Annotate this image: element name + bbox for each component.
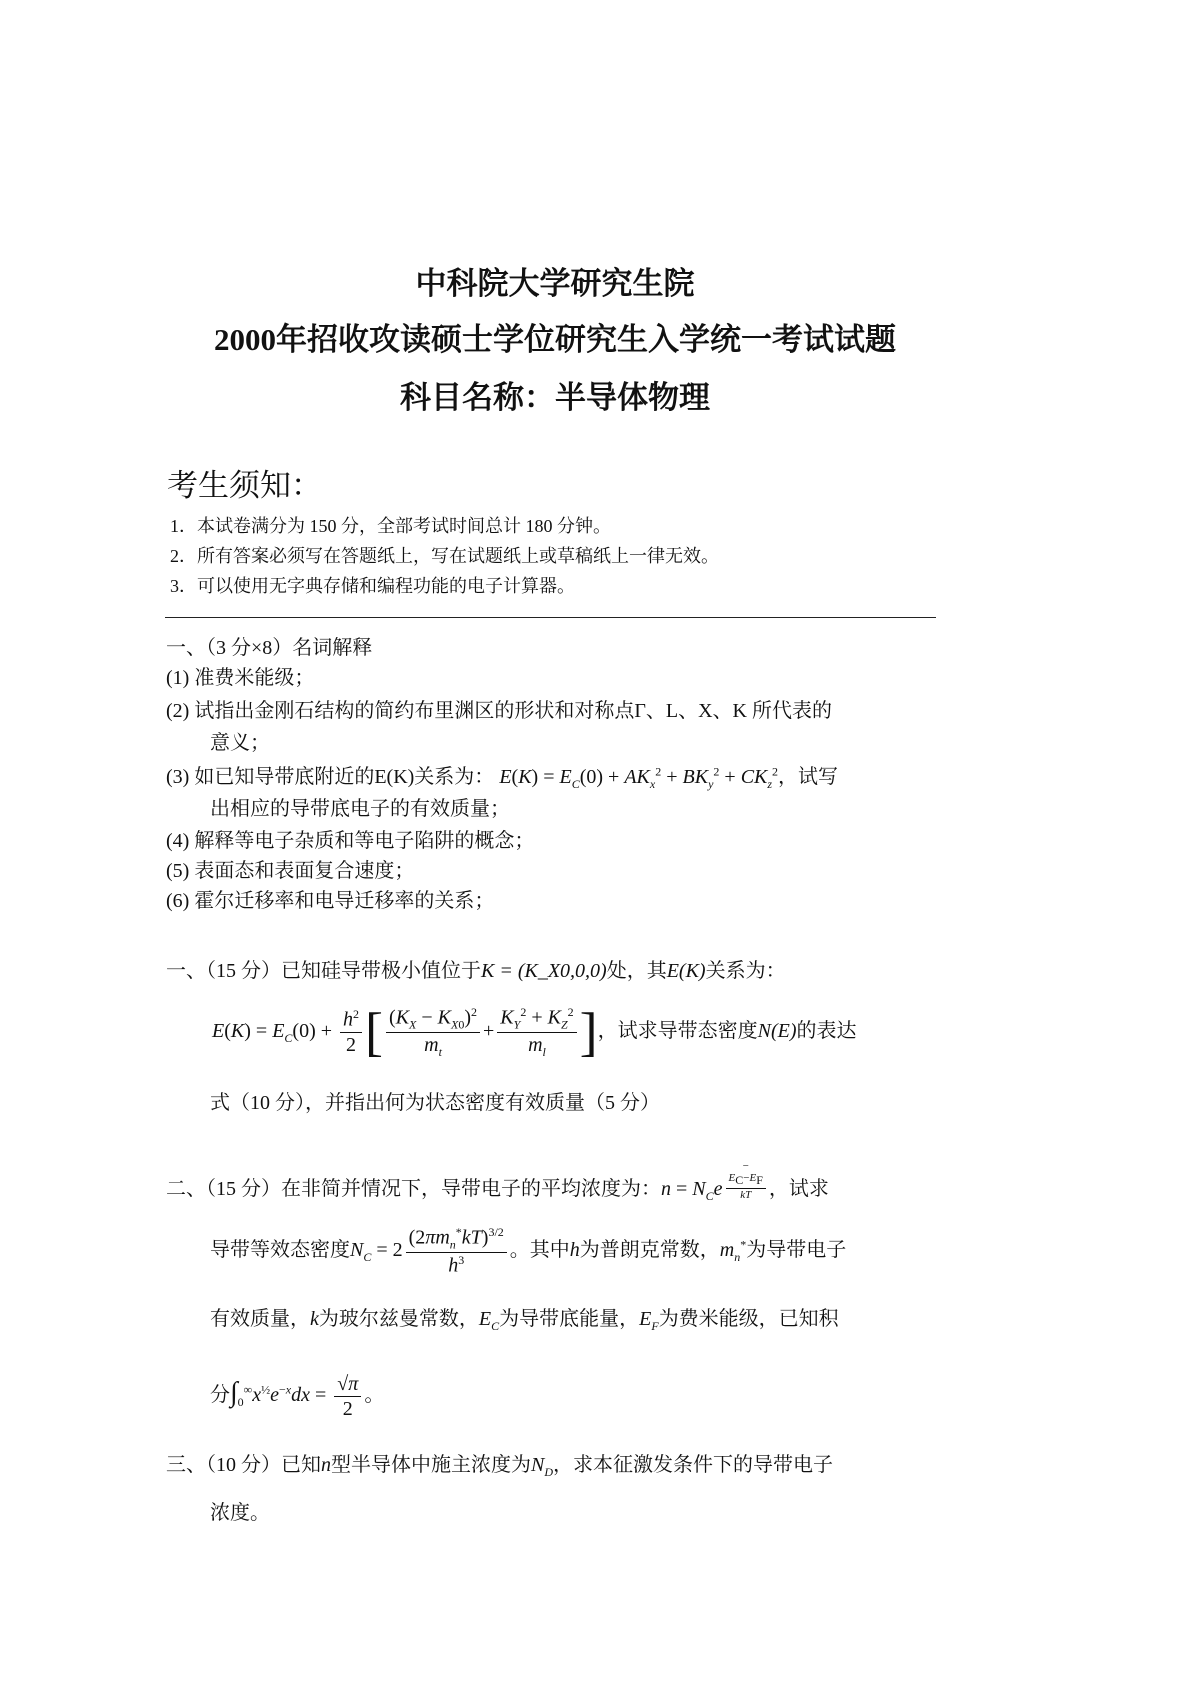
q3-line1: 三、（10 分）已知n型半导体中施主浓度为$N_D$，求本征激发条件下的导带电子	[166, 1454, 834, 1479]
notice-item: 1．本试卷满分为 150 分，全部考试时间总计 180 分钟。	[170, 516, 611, 536]
q1-formula: $E(K) = E_C(0)$ + $\frac{h^2}{2}$ [ $\frac{(K_X - K_{X0})^2}{m_t}$ + $\frac{K_Y^2 + K_Z^2}{m_l}$ ]，试求导带态密度N(E)的表达	[212, 1002, 857, 1063]
exam-title: 2000年招收攻读硕士学位研究生入学统一考试试题	[214, 322, 896, 357]
q2-line4: 分$\int_0^\infty x^{\frac{1}{2}}e^{-x}dx$ = $\frac{√\pi}{2}$ 。	[210, 1373, 385, 1420]
density-of-states-symbol: N(E)	[757, 1019, 797, 1042]
k-minimum-formula: K = (K_X0,0,0)	[481, 960, 607, 982]
institution-title: 中科院大学研究生院	[415, 266, 695, 301]
term-item: (6) 霍尔迁移率和电导迁移率的关系；	[166, 890, 495, 912]
q2-line2: 导带等效态密度$N_C = 2$ $\frac{(2\pi m_n^*kT)^{3/2}}{h^3}$ 。其中h为普朗克常数，$m_n^*$为导带电子	[210, 1225, 847, 1277]
notice-item: 2．所有答案必须写在答题纸上，写在试题纸上或草稿纸上一律无效。	[170, 546, 719, 566]
formula-ek: $E(K) = E_C(0) + AK_x^2 + BK_y^2 + CK_z^2$	[499, 764, 779, 791]
q2-line1: 二、（15 分）在非简并情况下，导带电子的平均浓度为：$n = N_Ce-$ $\frac{E_C-E_F}{kT}$ ，试求	[166, 1160, 829, 1203]
q3-line2: 浓度。	[210, 1502, 270, 1524]
term-item-cont: 意义；	[210, 732, 270, 754]
term-item: (1) 准费米能级；	[166, 667, 315, 689]
term-item: (4) 解释等电子杂质和等电子陷阱的概念；	[166, 830, 535, 852]
subject-title: 科目名称：半导体物理	[400, 380, 710, 415]
term-item: (5) 表面态和表面复合速度；	[166, 860, 415, 882]
notice-heading: 考生须知：	[167, 468, 322, 503]
ek-label: E(K)	[666, 960, 706, 982]
term-item: (3) 如已知导带底附近的E(K)关系为： $E(K) = E_C(0) + AK_x^2 + BK_y^2 + CK_z^2$，试写	[166, 764, 839, 791]
q1-line1: 一、（15 分）已知硅导带极小值位于K = (K_X0,0,0)处，其E(K)关系为：	[166, 960, 786, 982]
divider	[165, 617, 936, 618]
notice-item: 3．可以使用无字典存储和编程功能的电子计算器。	[170, 576, 575, 596]
q2-line3: 有效质量，k为玻尔兹曼常数，$E_C$为导带底能量，$E_F$为费米能级，已知积	[210, 1308, 839, 1333]
term-item-cont: 出相应的导带底电子的有效质量；	[210, 798, 510, 820]
q1-line3: 式（10 分），并指出何为状态密度有效质量（5 分）	[210, 1092, 660, 1114]
part1-heading: 一、（3 分×8）名词解释	[166, 637, 373, 659]
term-text: (3) 如已知导带底附近的E(K)关系为：	[166, 766, 495, 788]
term-item: (2) 试指出金刚石结构的简约布里渊区的形状和对称点Γ、L、X、K 所代表的	[166, 700, 832, 722]
